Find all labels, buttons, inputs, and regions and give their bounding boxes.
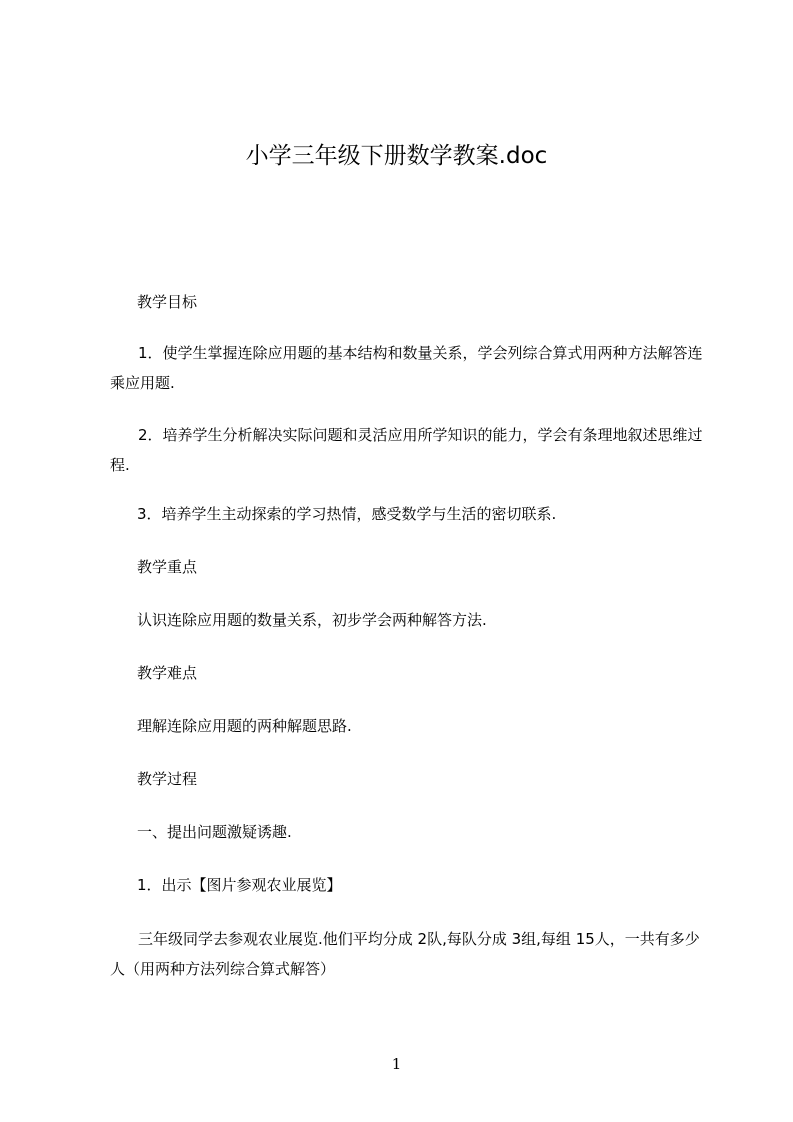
process-step-one: 一、提出问题激疑诱趣. bbox=[137, 823, 292, 841]
objective-3: 3．培养学生主动探索的学习热情，感受数学与生活的密切联系. bbox=[137, 505, 557, 523]
heading-teaching-difficulty: 教学难点 bbox=[137, 664, 198, 682]
heading-teaching-objectives: 教学目标 bbox=[137, 293, 198, 311]
objective-1: 1．使学生掌握连除应用题的基本结构和数量关系，学会列综合算式用两种方法解答连乘应用题. bbox=[110, 344, 703, 392]
process-item-1: 1．出示【图片参观农业展览】 bbox=[137, 876, 342, 894]
problem-statement: 三年级同学去参观农业展览.他们平均分成 2队,每队分成 3组,每组 15人，一共有多少人（用两种方法列综合算式解答） bbox=[110, 930, 700, 978]
teaching-focus-text: 认识连除应用题的数量关系，初步学会两种解答方法. bbox=[137, 611, 487, 629]
heading-teaching-process: 教学过程 bbox=[137, 770, 198, 788]
page-number: 1 bbox=[391, 1055, 402, 1073]
teaching-difficulty-text: 理解连除应用题的两种解题思路. bbox=[137, 717, 352, 735]
heading-teaching-focus: 教学重点 bbox=[137, 558, 198, 576]
objective-2: 2．培养学生分析解决实际问题和灵活应用所学知识的能力，学会有条理地叙述思维过程. bbox=[110, 426, 703, 474]
document-title: 小学三年级下册数学教案.doc bbox=[245, 143, 548, 169]
